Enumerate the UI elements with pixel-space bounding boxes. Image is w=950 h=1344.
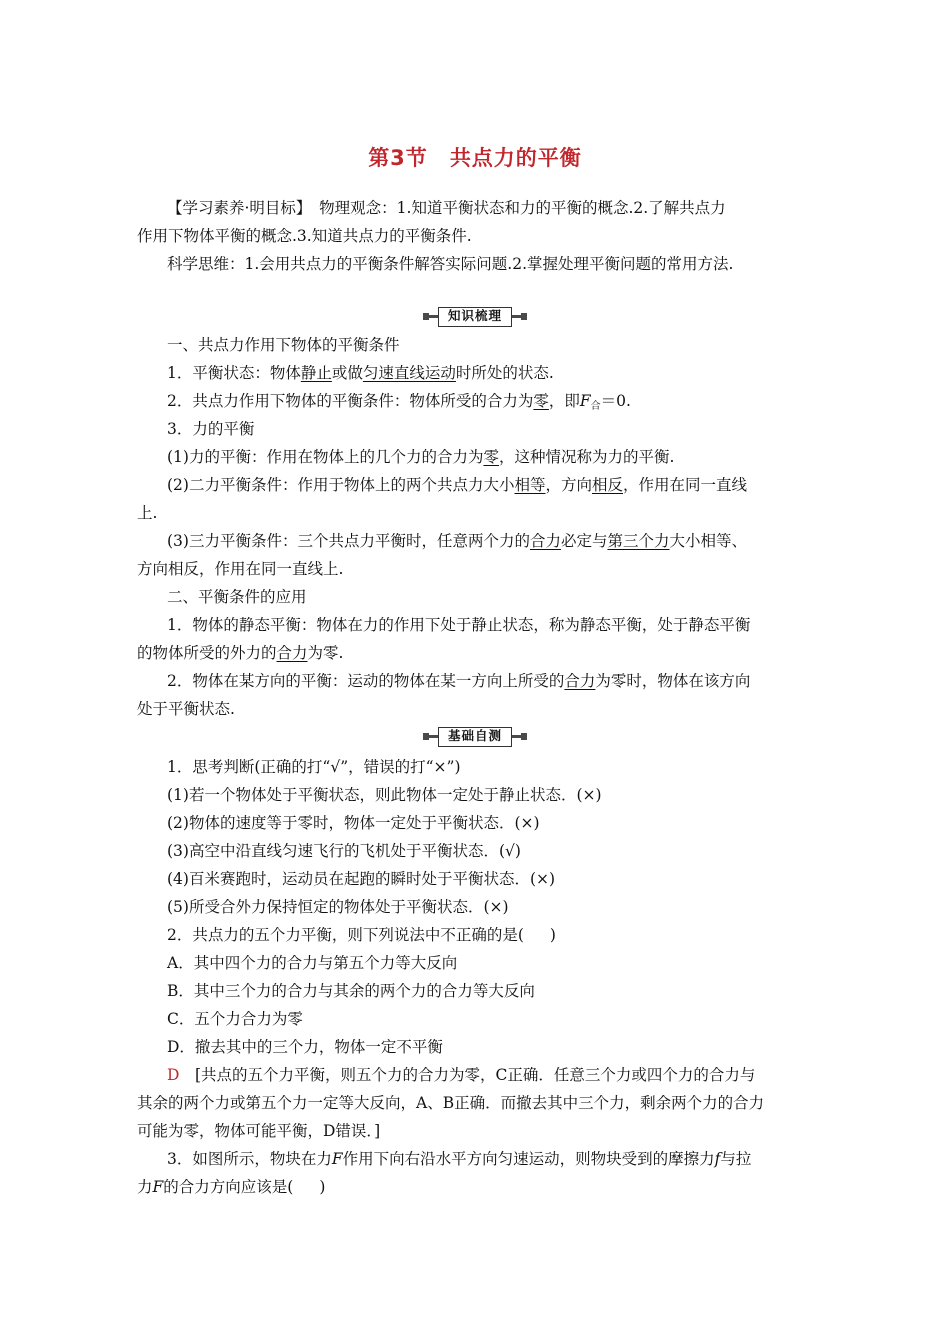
- objectives-line-1: 【学习素养·明目标】 物理观念：1.知道平衡状态和力的平衡的概念.2.了解共点力: [167, 199, 726, 217]
- blank-answer: 相反: [592, 476, 624, 494]
- objectives-line-2: 作用下物体平衡的概念.3.知道共点力的平衡条件.: [137, 227, 472, 245]
- question-1-item-4: (4)百米赛跑时，运动员在起跑的瞬时处于平衡状态．(×): [167, 870, 556, 888]
- knowledge-item-3-3-cont: 方向相反，作用在同一直线上.: [137, 560, 344, 578]
- blank-answer: 匀速直线运动: [362, 364, 456, 382]
- question-1-item-3: (3)高空中沿直线匀速飞行的飞机处于平衡状态．(√): [167, 842, 521, 860]
- knowledge-item-3-2: (2)二力平衡条件：作用于物体上的两个共点力大小相等，方向相反，作用在同一直线: [167, 476, 748, 494]
- knowledge-item-5: 2．物体在某方向的平衡：运动的物体在某一方向上所受的合力为零时，物体在该方向: [167, 672, 751, 690]
- question-2-option-a: A．其中四个力的合力与第五个力等大反向: [167, 954, 458, 972]
- knowledge-item-4-cont: 的物体所受的外力的合力为零.: [137, 644, 344, 662]
- title-section-number: 第3节: [368, 146, 428, 170]
- question-2: 2．共点力的五个力平衡，则下列说法中不正确的是( ): [167, 926, 556, 944]
- section-label-selftest: 基础自测: [438, 727, 512, 747]
- blank-answer: 零: [533, 392, 549, 410]
- knowledge-item-3-2-cont: 上.: [137, 504, 158, 522]
- question-1-item-5: (5)所受合外力保持恒定的物体处于平衡状态．(×): [167, 898, 509, 916]
- knowledge-item-1: 1．平衡状态：物体静止或做匀速直线运动时所处的状态.: [167, 364, 554, 382]
- question-2-option-b: B．其中三个力的合力与其余的两个力的合力等大反向: [167, 982, 535, 1000]
- knowledge-item-3-1: (1)力的平衡：作用在物体上的几个力的合力为零，这种情况称为力的平衡.: [167, 448, 675, 466]
- objectives-line-3: 科学思维：1.会用共点力的平衡条件解答实际问题.2.掌握处理平衡问题的常用方法.: [167, 255, 734, 273]
- blank-answer: 零: [483, 448, 499, 466]
- knowledge-item-4: 1．物体的静态平衡：物体在力的作用下处于静止状态，称为静态平衡，处于静态平衡: [167, 616, 751, 634]
- blank-answer: 静止: [300, 364, 332, 382]
- question-1-item-2: (2)物体的速度等于零时，物体一定处于平衡状态．(×): [167, 814, 540, 832]
- question-2-answer-cont-1: 其余的两个力或第五个力一定等大反向，A、B正确．而撤去其中三个力，剩余两个力的合力: [137, 1094, 765, 1112]
- knowledge-item-3-3: (3)三力平衡条件：三个共点力平衡时，任意两个力的合力必定与第三个力大小相等、: [167, 532, 748, 550]
- page-title: [0, 142, 950, 172]
- section-header-knowledge: [0, 307, 950, 327]
- knowledge-heading-2: 二、平衡条件的应用: [167, 588, 307, 606]
- question-1-item-1: (1)若一个物体处于平衡状态，则此物体一定处于静止状态．(×): [167, 786, 602, 804]
- knowledge-heading-1: 一、共点力作用下物体的平衡条件: [167, 336, 400, 354]
- blank-answer: 合力: [564, 672, 596, 690]
- section-header-selftest: [0, 727, 950, 747]
- blank-answer: 合力: [276, 644, 308, 662]
- section-label-knowledge: 知识梳理: [438, 307, 512, 327]
- knowledge-item-3: 3．力的平衡: [167, 420, 255, 438]
- blank-answer: 相等: [514, 476, 546, 494]
- knowledge-item-5-cont: 处于平衡状态.: [137, 700, 235, 718]
- knowledge-item-2: 2．共点力作用下物体的平衡条件：物体所受的合力为零，即$F_合=0$.: [167, 392, 631, 412]
- blank-answer: 合力: [529, 532, 561, 550]
- title-text: 共点力的平衡: [449, 146, 582, 170]
- question-2-answer-cont-2: 可能为零，物体可能平衡，D错误．]: [137, 1122, 381, 1140]
- question-3: 3．如图所示，物块在力F作用下向右沿水平方向匀速运动，则物块受到的摩擦力f与拉: [167, 1150, 752, 1168]
- question-1: 1．思考判断(正确的打“√”，错误的打“×”): [167, 758, 461, 776]
- answer-letter: D: [167, 1066, 180, 1084]
- question-3-cont: 力F的合力方向应该是( ): [137, 1178, 326, 1196]
- question-2-option-d: D．撤去其中的三个力，物体一定不平衡: [167, 1038, 443, 1056]
- question-2-answer: D [共点的五个力平衡，则五个力的合力为零，C正确．任意三个力或四个力的合力与: [167, 1066, 756, 1084]
- question-2-option-c: C．五个力合力为零: [167, 1010, 303, 1028]
- blank-answer: 第三个力: [607, 532, 670, 550]
